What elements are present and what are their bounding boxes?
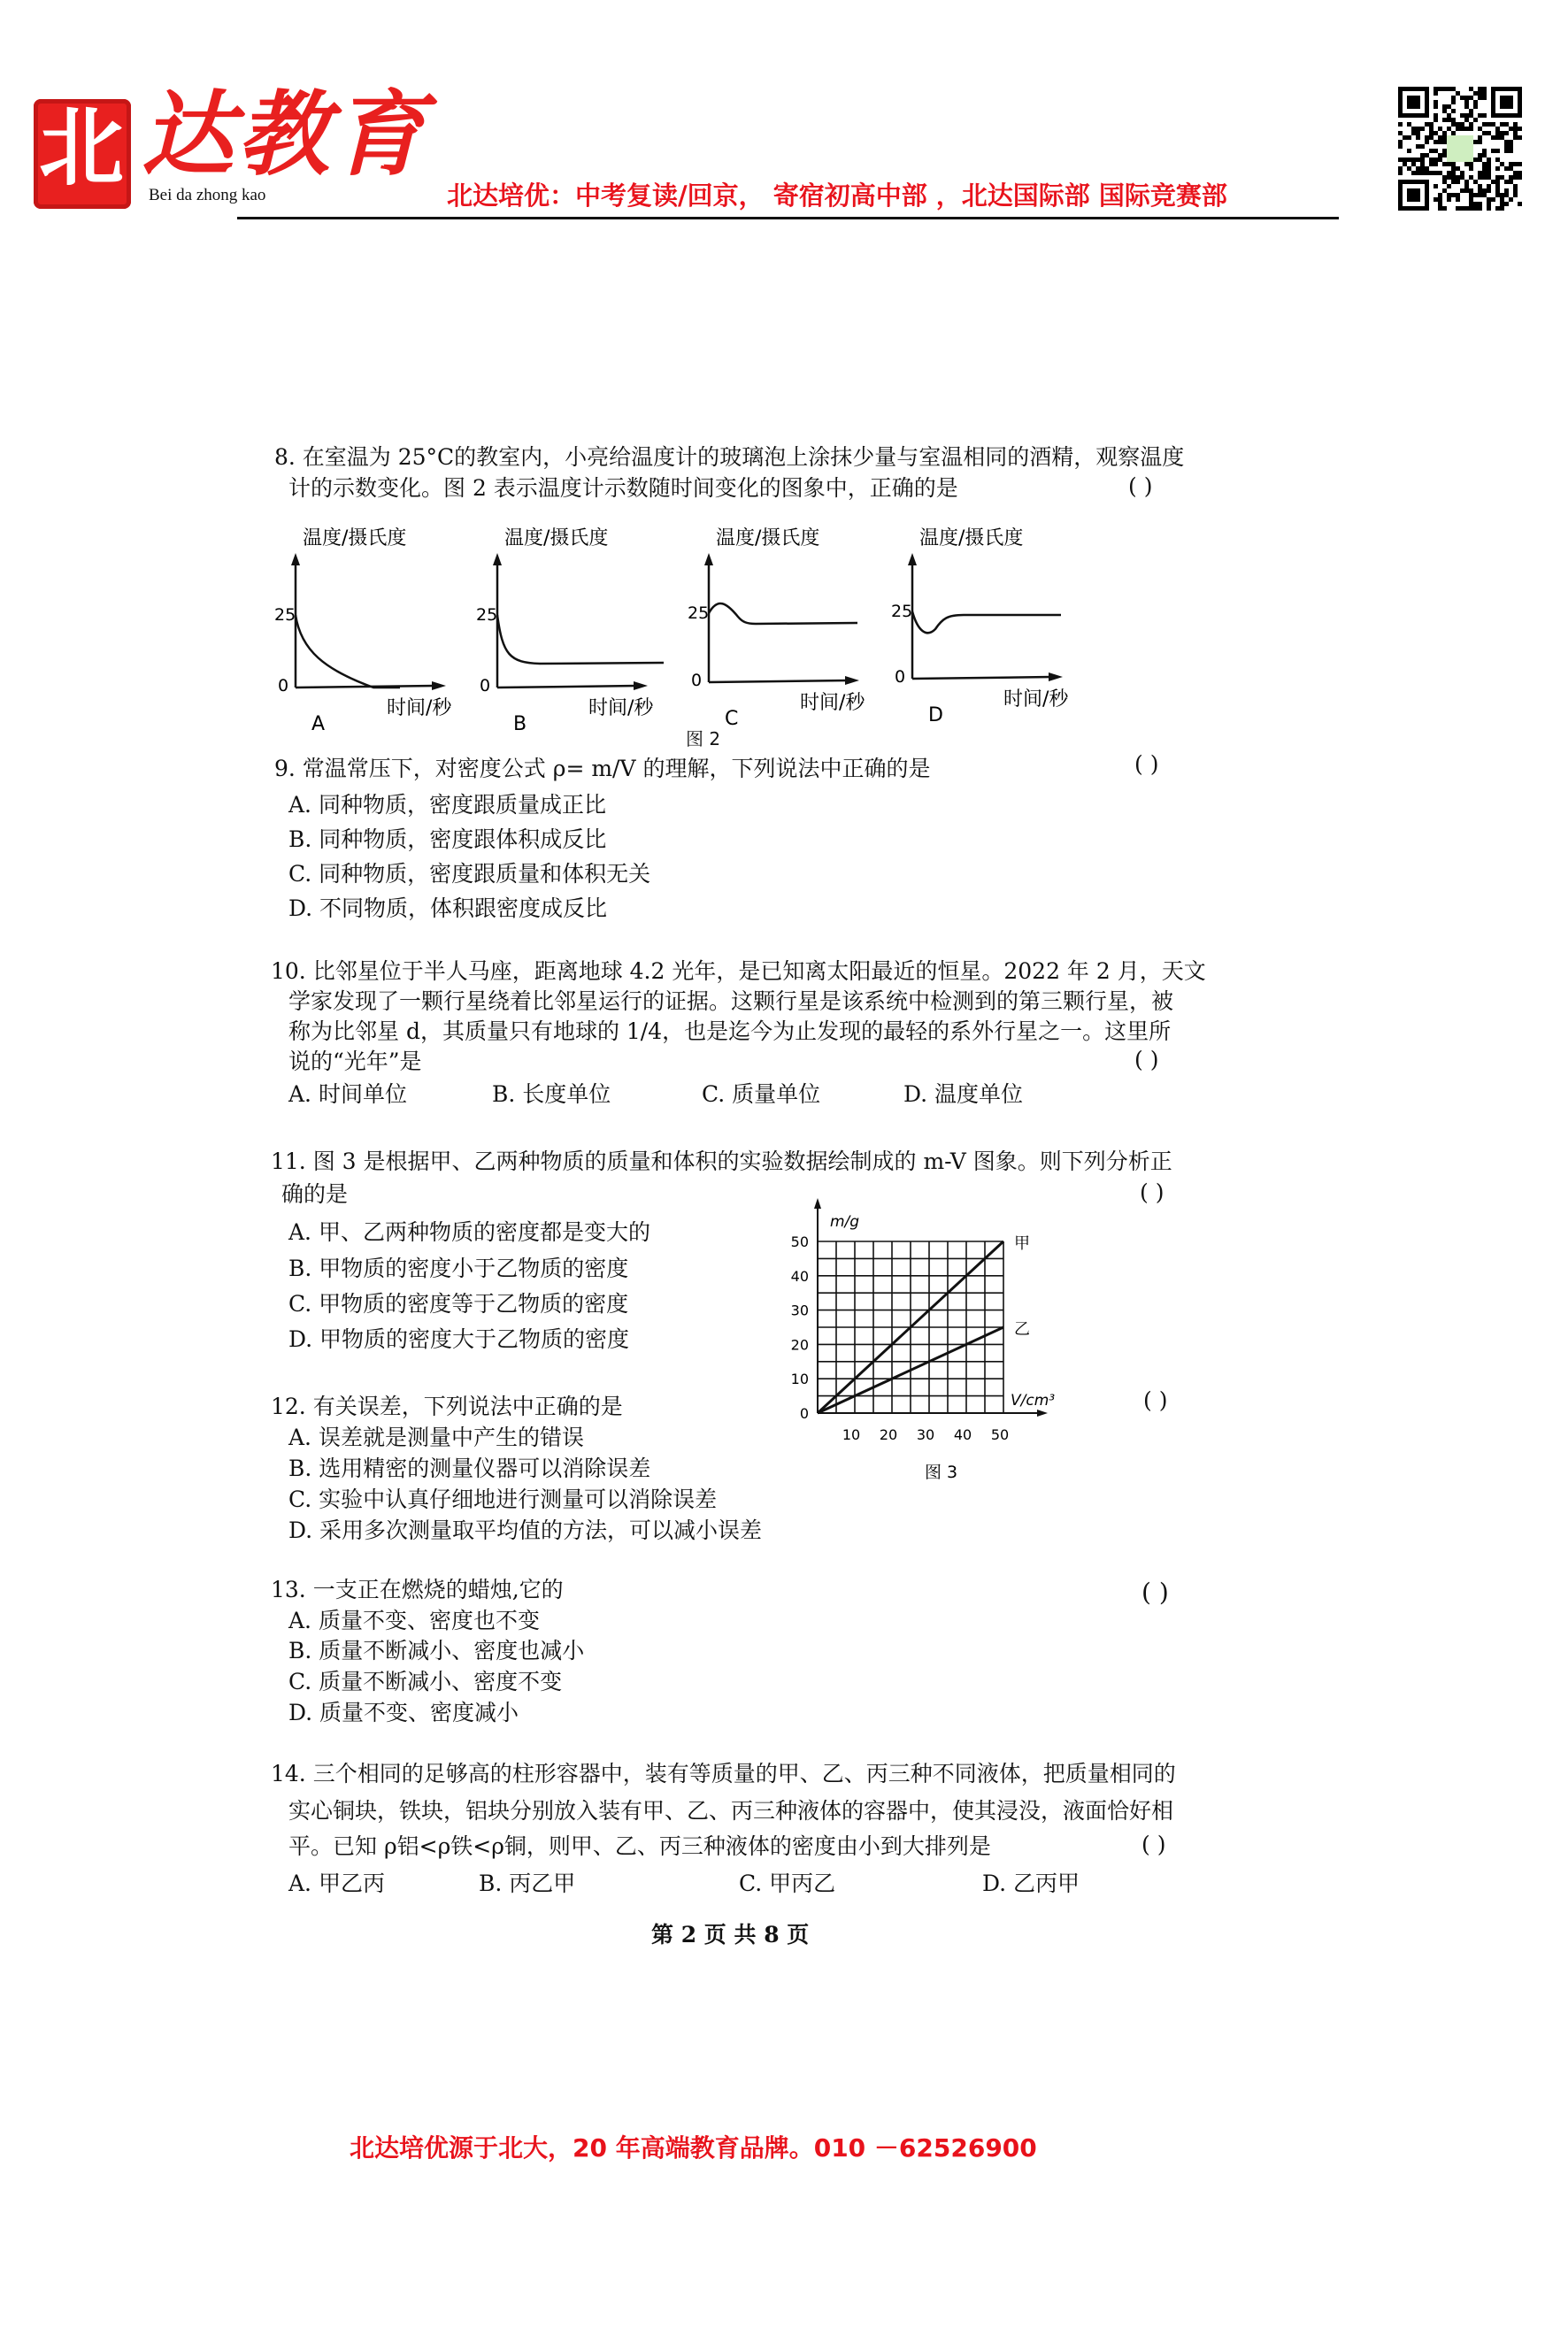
x-axis <box>912 677 1052 679</box>
q8-line-1: 8. 在室温为 25°C的教室内，小亮给温度计的玻璃泡上涂抹少量与室温相同的酒精，观察温度 <box>274 444 1185 470</box>
series-label: 乙 <box>1014 1320 1030 1339</box>
answer-blank-q8[interactable]: ( ) <box>1128 473 1153 499</box>
logo-text: 达教育 <box>142 80 429 188</box>
x-axis-label: V/cm³ <box>1011 1392 1056 1410</box>
graph-letter: A <box>311 713 326 735</box>
figure-3-chart <box>779 1195 1097 1495</box>
q12-option-c[interactable]: C. 实验中认真仔细地进行测量可以消除误差 <box>288 1487 718 1512</box>
answer-blank-q12[interactable]: ( ) <box>1143 1387 1168 1413</box>
logo-mark: 北 <box>34 99 131 209</box>
q12-stem: 12. 有关误差，下列说法中正确的是 <box>271 1394 623 1419</box>
answer-blank-q13[interactable]: ( ) <box>1141 1578 1169 1607</box>
temperature-curve <box>912 611 1061 633</box>
x-axis-arrow-icon <box>1049 672 1063 681</box>
q11-option-d[interactable]: D. 甲物质的密度大于乙物质的密度 <box>288 1326 630 1352</box>
temperature-curve <box>296 615 400 688</box>
y-axis-arrow-icon <box>704 553 713 565</box>
y-axis-arrow-icon <box>814 1198 821 1209</box>
q13-option-b[interactable]: B. 质量不断减小、密度也减小 <box>288 1638 585 1663</box>
graph-letter: C <box>725 708 739 730</box>
x-axis-label: 时间/秒 <box>1003 688 1069 711</box>
x-tick-label: 20 <box>879 1426 898 1443</box>
q10-line-2: 学家发现了一颗行星绕着比邻星运行的证据。这颗行星是该系统中检测到的第三颗行星，被 <box>288 988 1174 1014</box>
x-axis-arrow-icon <box>1037 1410 1048 1417</box>
q11-option-c[interactable]: C. 甲物质的密度等于乙物质的密度 <box>288 1291 629 1317</box>
q13-option-d[interactable]: D. 质量不变、密度减小 <box>288 1700 519 1725</box>
y-tick-label: 30 <box>790 1302 809 1319</box>
tick-0: 0 <box>480 676 491 695</box>
series-label: 甲 <box>1014 1234 1030 1253</box>
answer-blank-q11[interactable]: ( ) <box>1140 1179 1164 1205</box>
y-axis-label: 温度/摄氏度 <box>303 527 407 549</box>
figure-2-caption: 图 2 <box>686 728 721 749</box>
y-axis-arrow-icon <box>493 553 502 565</box>
answer-blank-q9[interactable]: ( ) <box>1134 751 1159 777</box>
x-tick-label: 50 <box>990 1426 1010 1443</box>
q10-option-d[interactable]: D. 温度单位 <box>903 1081 1024 1107</box>
q12-option-d[interactable]: D. 采用多次测量取平均值的方法，可以减小误差 <box>288 1517 763 1543</box>
q11-option-b[interactable]: B. 甲物质的密度小于乙物质的密度 <box>288 1256 629 1281</box>
qr-code-icon <box>1398 87 1522 211</box>
q14-option-c[interactable]: C. 甲丙乙 <box>739 1871 836 1896</box>
tick-0: 0 <box>278 676 289 695</box>
y-tick-label: 0 <box>799 1405 809 1422</box>
figure-2-graph-c <box>689 518 919 739</box>
x-tick-label: 10 <box>842 1426 861 1443</box>
tick-25: 25 <box>476 605 498 625</box>
x-axis-label: 时间/秒 <box>588 697 654 719</box>
figure-2-graph-a <box>276 518 506 739</box>
header-divider <box>237 217 1339 219</box>
temperature-curve <box>497 615 664 664</box>
q10-option-c[interactable]: C. 质量单位 <box>702 1081 821 1107</box>
y-axis-label: 温度/摄氏度 <box>919 527 1024 549</box>
q13-stem: 13. 一支正在燃烧的蜡烛,它的 <box>271 1577 564 1602</box>
q10-line-4: 说的“光年”是 <box>288 1049 422 1074</box>
x-axis-arrow-icon <box>634 681 648 690</box>
header-slogan: 北达培优：中考复读/回京， 寄宿初高中部 ，北达国际部 国际竞赛部 <box>447 181 1227 211</box>
y-tick-label: 10 <box>790 1371 809 1388</box>
page-number: 第 2 页 共 8 页 <box>651 1922 810 1948</box>
tick-25: 25 <box>688 603 710 623</box>
q14-option-d[interactable]: D. 乙丙甲 <box>982 1871 1080 1896</box>
y-axis-label: 温度/摄氏度 <box>716 527 820 549</box>
q11-line-1: 11. 图 3 是根据甲、乙两种物质的质量和体积的实验数据绘制成的 m-V 图象。则下列分析正 <box>271 1149 1172 1174</box>
q10-line-1: 10. 比邻星位于半人马座，距离地球 4.2 光年，是已知离太阳最近的恒星。2022 年 2 月，天文 <box>271 958 1206 984</box>
q14-line-3: 平。已知 ρ铝<ρ铁<ρ铜，则甲、乙、丙三种液体的密度由小到大排列是 <box>288 1833 991 1859</box>
q11-option-a[interactable]: A. 甲、乙两种物质的密度都是变大的 <box>288 1219 650 1245</box>
x-axis <box>296 686 435 688</box>
y-axis-arrow-icon <box>908 553 917 565</box>
y-axis-arrow-icon <box>291 553 300 565</box>
graph-letter: D <box>928 704 943 726</box>
figure-2-graph-d <box>893 518 1123 739</box>
q10-option-a[interactable]: A. 时间单位 <box>288 1081 407 1107</box>
q9-option-a[interactable]: A. 同种物质，密度跟质量成正比 <box>288 792 606 818</box>
q14-option-a[interactable]: A. 甲乙丙 <box>288 1871 385 1896</box>
y-tick-label: 50 <box>790 1233 809 1250</box>
x-axis-arrow-icon <box>845 676 859 685</box>
x-tick-label: 40 <box>953 1426 972 1443</box>
q13-option-a[interactable]: A. 质量不变、密度也不变 <box>288 1608 540 1633</box>
q9-stem: 9. 常温常压下，对密度公式 ρ= m/V 的理解，下列说法中正确的是 <box>274 756 931 781</box>
y-axis-label: m/g <box>830 1213 860 1231</box>
y-tick-label: 20 <box>790 1336 809 1354</box>
x-axis-arrow-icon <box>432 681 446 690</box>
q12-option-b[interactable]: B. 选用精密的测量仪器可以消除误差 <box>288 1456 651 1481</box>
temperature-curve <box>709 603 857 624</box>
q10-line-3: 称为比邻星 d，其质量只有地球的 1/4，也是迄今为止发现的最轻的系外行星之一。这里所 <box>288 1018 1172 1044</box>
q9-option-b[interactable]: B. 同种物质，密度跟体积成反比 <box>288 826 607 852</box>
q9-option-d[interactable]: D. 不同物质，体积跟密度成反比 <box>288 895 608 921</box>
x-axis <box>709 680 849 682</box>
x-axis-label: 时间/秒 <box>800 692 865 714</box>
answer-blank-q10[interactable]: ( ) <box>1134 1047 1159 1072</box>
x-axis <box>497 686 637 688</box>
bottom-banner: 北达培优源于北大，20 年高端教育品牌。010 －62526900 <box>350 2133 1037 2163</box>
figure-3-caption: 图 3 <box>925 1463 958 1482</box>
tick-0: 0 <box>691 671 703 690</box>
x-axis-label: 时间/秒 <box>387 697 452 719</box>
tick-25: 25 <box>891 602 913 621</box>
answer-blank-q14[interactable]: ( ) <box>1141 1832 1166 1857</box>
q13-option-c[interactable]: C. 质量不断减小、密度不变 <box>288 1669 563 1694</box>
q14-line-1: 14. 三个相同的足够高的柱形容器中，装有等质量的甲、乙、丙三种不同液体，把质量相同的 <box>271 1761 1176 1786</box>
q12-option-a[interactable]: A. 误差就是测量中产生的错误 <box>288 1425 584 1450</box>
q14-option-b[interactable]: B. 丙乙甲 <box>479 1871 576 1896</box>
q14-line-2: 实心铜块，铁块，铝块分别放入装有甲、乙、丙三种液体的容器中，使其浸没，液面恰好相 <box>288 1798 1174 1824</box>
tick-25: 25 <box>274 605 296 625</box>
tick-0: 0 <box>895 667 906 687</box>
q8-line-2: 计的示数变化。图 2 表示温度计示数随时间变化的图象中，正确的是 <box>288 475 958 501</box>
y-tick-label: 40 <box>790 1267 809 1285</box>
x-tick-label: 30 <box>916 1426 935 1443</box>
q10-option-b[interactable]: B. 长度单位 <box>492 1081 611 1107</box>
figure-2-graph-b <box>478 518 708 739</box>
q11-line-2: 确的是 <box>281 1181 349 1207</box>
graph-letter: B <box>513 713 527 735</box>
logo-subtitle: Bei da zhong kao <box>149 186 266 204</box>
q9-option-c[interactable]: C. 同种物质，密度跟质量和体积无关 <box>288 861 651 887</box>
y-axis-label: 温度/摄氏度 <box>504 527 609 549</box>
